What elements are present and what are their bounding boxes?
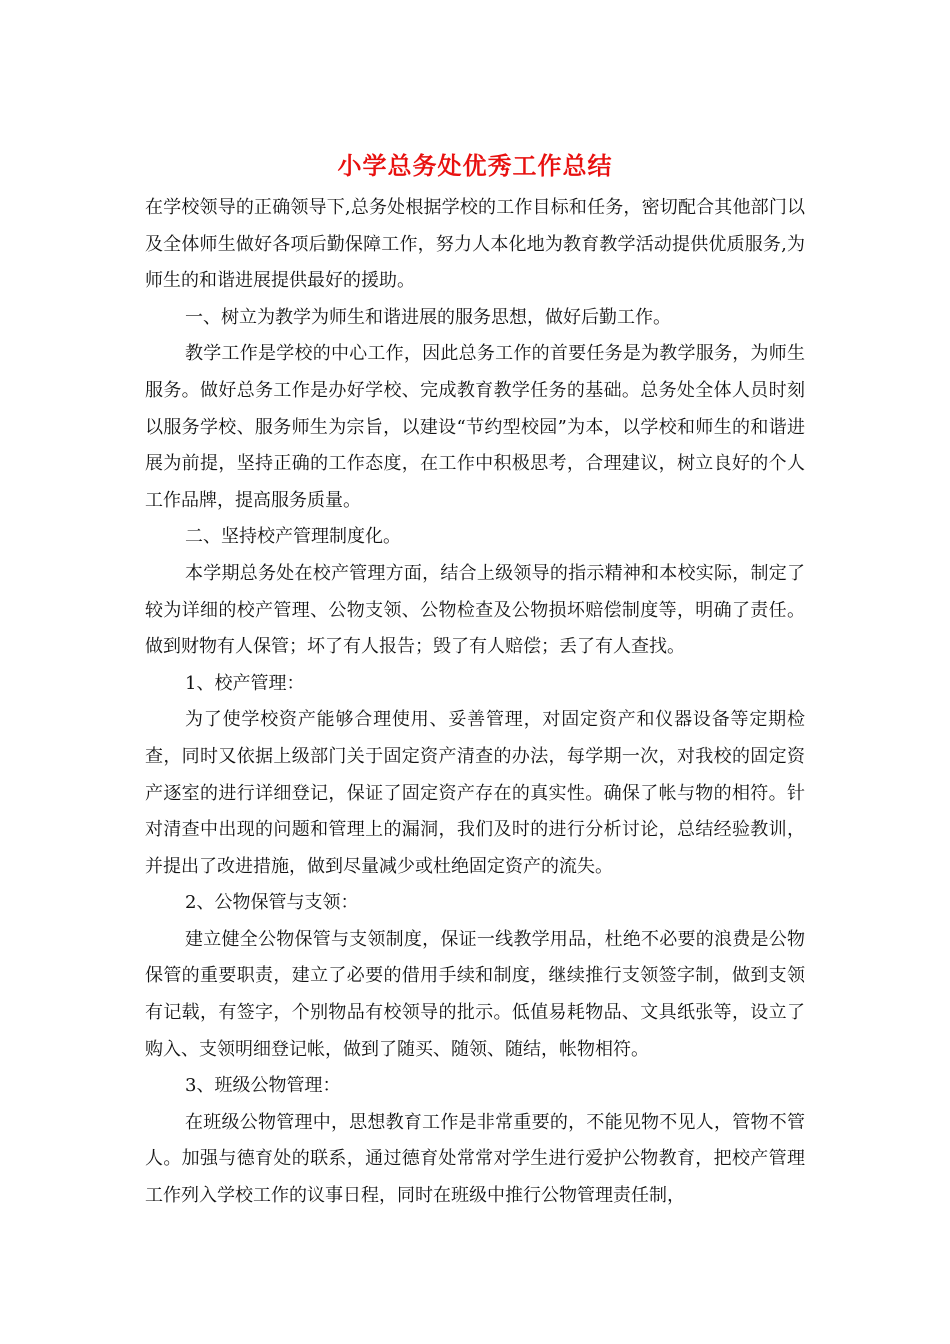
paragraph-intro: 在学校领导的正确领导下,总务处根据学校的工作目标和任务，密切配合其他部门以及全体师生做好各项后勤保障工作，努力人本化地为教育教学活动提供优质服务,为师生的和谐进展提供最好的援助。 <box>145 197 805 292</box>
paragraph: 在班级公物管理中，思想教育工作是非常重要的，不能见物不见人，管物不管人。加强与德育处的联系，通过德育处常常对学生进行爱护公物教育，把校产管理工作列入学校工作的议事日程，同时在班级中推行公物管理责任制， <box>145 1111 805 1207</box>
paragraph: 建立健全公物保管与支领制度，保证一线教学用品，杜绝不必要的浪费是公物保管的重要职责，建立了必要的借用手续和制度，继续推行支领签字制，做到支领有记载，有签字，个别物品有校领导的批示。低值易耗物品、文具纸张等，设立了购入、支领明细登记帐，做到了随买、随领、随结，帐物相符。 <box>145 928 805 1060</box>
section-heading-1: 一、树立为教学为师生和谐进展的服务思想，做好后勤工作。 <box>185 306 671 328</box>
subsection-heading-2: 2、公物保管与支领： <box>185 892 359 914</box>
section-heading-2: 二、坚持校产管理制度化。 <box>185 526 401 548</box>
document-title: 小学总务处优秀工作总结 <box>337 151 613 180</box>
document-body <box>145 190 805 1215</box>
paragraph: 教学工作是学校的中心工作，因此总务工作的首要任务是为教学服务，为师生服务。做好总务工作是办好学校、完成教育教学任务的基础。总务处全体人员时刻以服务学校、服务师生为宗旨，以建设“节约型校园”为本，以学校和师生的和谐进展为前提，坚持正确的工作态度，在工作中积极思考，合理建议，树立良好的个人工作品牌，提高服务质量。 <box>145 343 805 511</box>
subsection-heading-3: 3、班级公物管理： <box>185 1075 341 1097</box>
subsection-heading-1: 1、校产管理： <box>185 672 305 694</box>
paragraph: 为了使学校资产能够合理使用、妥善管理，对固定资产和仪器设备等定期检查，同时又依据上级部门关于固定资产清查的办法，每学期一次，对我校的固定资产逐室的进行详细登记，保证了固定资产存在的真实性。确保了帐与物的相符。针对清查中出现的问题和管理上的漏洞，我们及时的进行分析讨论，总结经验教训，并提出了改进措施，做到尽量减少或杜绝固定资产的流失。 <box>145 709 805 877</box>
paragraph: 本学期总务处在校产管理方面，结合上级领导的指示精神和本校实际，制定了较为详细的校产管理、公物支领、公物检查及公物损坏赔偿制度等，明确了责任。做到财物有人保管；坏了有人报告；毁了有人赔偿；丢了有人查找。 <box>145 562 805 658</box>
